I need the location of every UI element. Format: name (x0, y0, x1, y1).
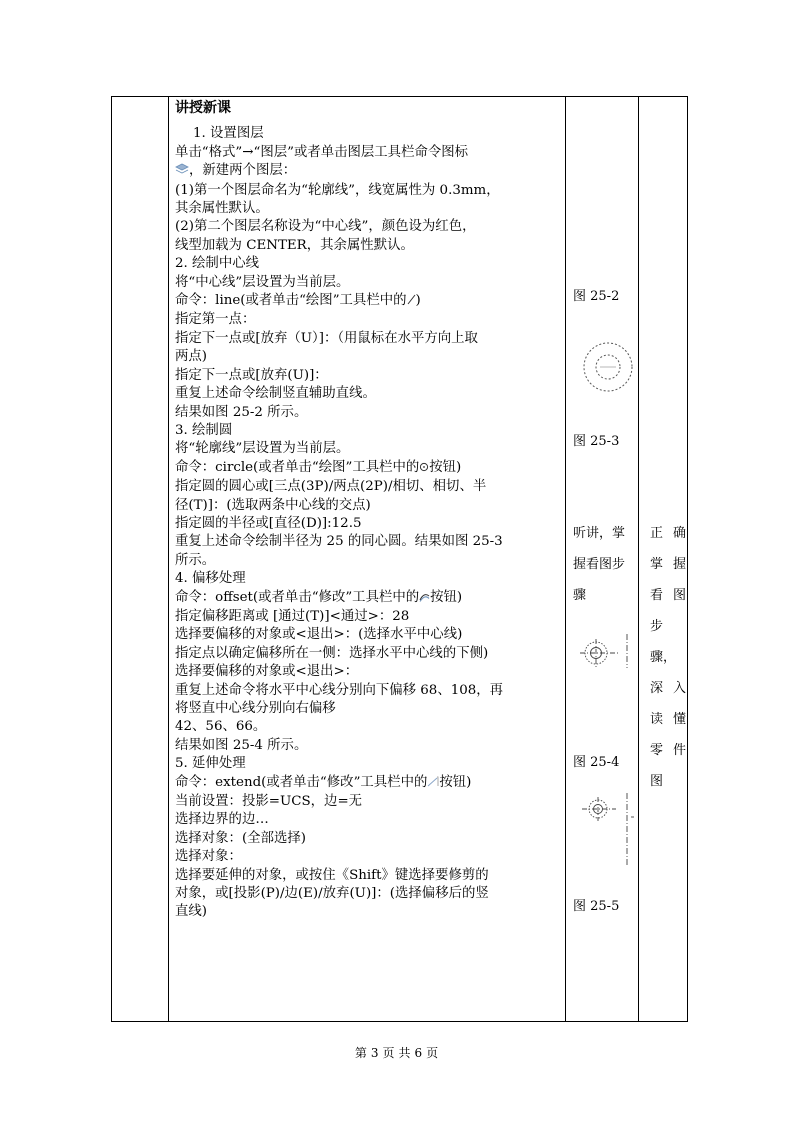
text-line: 指定第一点： (175, 312, 256, 328)
figure-label: 图 25-3 (573, 434, 620, 449)
lesson-content (168, 97, 562, 922)
text-line: 结果如图 25-4 所示。 (175, 737, 308, 753)
figure-label: 图 25-5 (573, 899, 620, 914)
text-line: 线型加载为 CENTER，其余属性默认。 (175, 237, 414, 253)
text-line: 选择边界的边… (175, 812, 269, 828)
step-title: 3. 绘制圆 (175, 422, 233, 438)
text-line: 选择对象：(全部选择) (175, 830, 306, 846)
text-line: 42、56、66。 (175, 719, 267, 735)
column-divider (638, 97, 639, 1021)
text-line: 命令：line(或者单击“绘图”工具栏中的 ) (175, 292, 562, 311)
section-heading: 讲授新课 (175, 100, 231, 116)
goal-text: 骤， (650, 650, 677, 665)
figure-label: 图 25-4 (573, 755, 620, 770)
text-line: ，新建两个图层： (175, 162, 562, 181)
total-pages: 6 (414, 1046, 423, 1060)
text-line: 指定圆的圆心或[三点(3P)/两点(2P)/相切、相切、半 (175, 479, 487, 495)
text-line: 指定偏移距离或 [通过(T)]<通过>：28 (175, 608, 410, 624)
text-line: 指定下一点或[放弃（U）]：（用鼠标在水平方向上取 (175, 330, 478, 346)
text-line: 重复上述命令将水平中心线分别向下偏移 68、108，再 (175, 682, 504, 698)
text-line: (1)第一个图层命名为“轮廓线”，线宽属性为 0.3mm， (175, 182, 500, 198)
goal-text: 深入 (650, 681, 686, 696)
text-line: 重复上述命令绘制竖直辅助直线。 (175, 386, 376, 402)
text-line: 两点) (175, 349, 208, 365)
text-line: (2)第二个图层名称设为“中心线”，颜色设为红色， (175, 219, 476, 235)
line-tool-icon (407, 293, 416, 311)
text-line: 将“中心线”层设置为当前层。 (175, 274, 350, 290)
circle-tool-icon (419, 460, 429, 478)
text-line: 径(T)]：(选取两条中心线的交点) (175, 497, 371, 513)
text-line: 对象，或[投影(P)/边(E)/放弃(U)]：(选择偏移后的竖 (175, 886, 489, 902)
layer-icon (175, 163, 189, 181)
goal-text: 图 (650, 774, 664, 789)
goal-text: 正确 (650, 526, 686, 541)
text-line: 命令：offset(或者单击“修改”工具栏中的 按钮) (175, 589, 562, 608)
text-line: 指定点以确定偏移所在一侧：选择水平中心线的下侧) (175, 645, 489, 661)
goal-text: 看图 (650, 588, 686, 603)
step-title: 5. 延伸处理 (175, 756, 246, 772)
text-line: 直线) (175, 904, 208, 920)
method-text: 握看图步 (573, 557, 626, 572)
text-line: 选择要延伸的对象，或按住《Shift》键选择要修剪的 (175, 867, 489, 883)
text-line: 其余属性默认。 (175, 201, 269, 217)
column-divider (565, 97, 566, 1021)
text-line: 结果如图 25-2 所示。 (175, 404, 308, 420)
goal-text: 零件 (650, 743, 686, 758)
text-line: 重复上述命令绘制半径为 25 的同心圆。结果如图 25-3 (175, 534, 503, 550)
text-line: 将“轮廓线”层设置为当前层。 (175, 441, 350, 457)
method-text: 骤 (573, 588, 587, 603)
extend-tool-icon (427, 775, 439, 793)
figure-label: 图 25-2 (573, 289, 620, 304)
step-title: 1. 设置图层 (193, 126, 264, 142)
text-line: 选择对象： (175, 849, 242, 865)
text-line: 当前设置：投影=UCS，边=无 (175, 794, 363, 810)
text-line: 选择要偏移的对象或<退出>：(选择水平中心线) (175, 627, 463, 643)
text-line: 指定圆的半径或[直径(D)]:12.5 (175, 515, 362, 531)
text-line: 命令：extend(或者单击“修改”工具栏中的 按钮) (175, 774, 562, 793)
figure-25-4-offset-lines (578, 791, 638, 867)
text-line: 指定下一点或[放弃(U)]： (175, 367, 328, 383)
text-line: 选择要偏移的对象或<退出>： (175, 664, 359, 680)
text-line: 所示。 (175, 552, 216, 568)
step-title: 2. 绘制中心线 (175, 256, 259, 272)
text-line: 命令：circle(或者单击“绘图”工具栏中的 按钮) (175, 459, 562, 478)
step-title: 4. 偏移处理 (175, 571, 246, 587)
goal-text: 掌握 (650, 557, 686, 572)
goal-text: 步 (650, 619, 664, 634)
offset-tool-icon (419, 590, 430, 608)
text-line: 单击“格式”→“图层”或者单击图层工具栏命令图标 (175, 144, 469, 160)
current-page: 3 (370, 1046, 379, 1060)
text-line: 将竖直中心线分别向右偏移 (175, 701, 336, 716)
figure-25-2-concentric-circles (580, 339, 636, 395)
figure-25-3-circles-with-centerlines (578, 633, 638, 669)
page-footer: 第 3 页 共 6 页 (354, 1046, 439, 1060)
lesson-table (111, 96, 688, 1022)
goal-text: 读懂 (650, 712, 686, 727)
method-text: 听讲，掌 (573, 526, 626, 541)
